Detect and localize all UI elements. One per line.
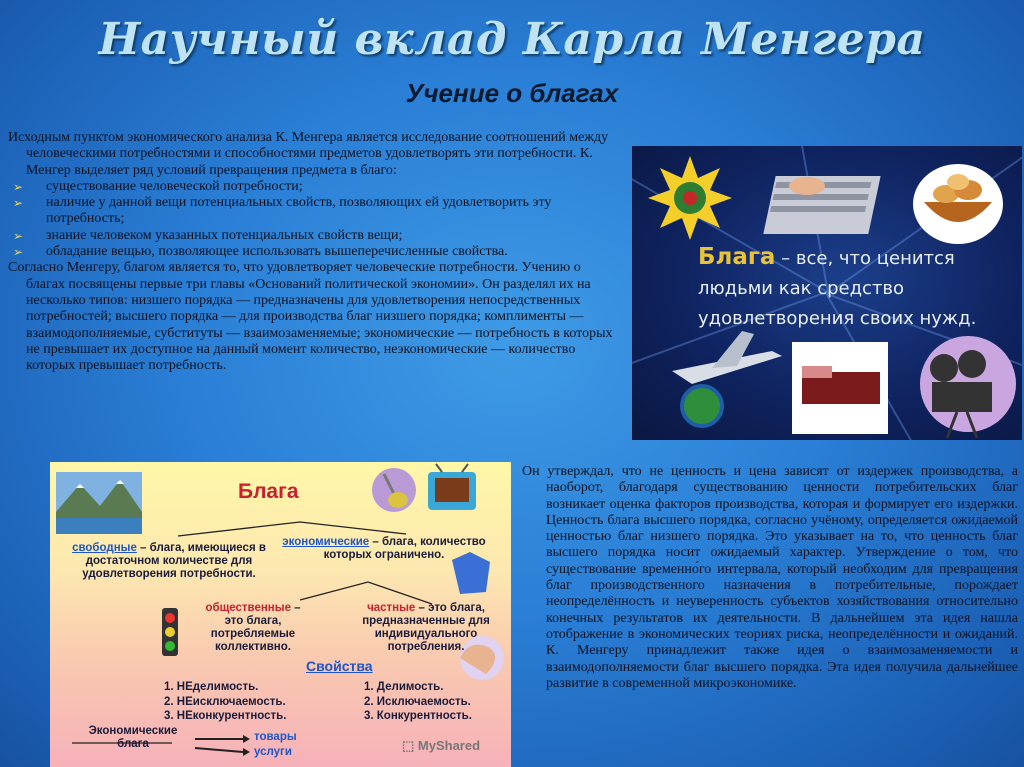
public-goods-def: – это блага, потребляемые коллективно. — [210, 602, 301, 653]
bullet-item — [8, 179, 620, 195]
economic-goods-text — [264, 536, 504, 562]
private-goods-key: частные — [367, 602, 416, 614]
services-label: услуги — [254, 746, 292, 758]
slide-title: Научный вклад Карла Менгера — [98, 14, 926, 65]
tv-set-icon — [428, 464, 476, 510]
bullet-text: знание человеком указанных потенциальных свойств вещи; — [46, 227, 403, 243]
goods-word: Блага — [698, 244, 776, 270]
slide-subtitle: Учение о благах — [405, 78, 619, 108]
private-goods-def: – это блага, предназначенные для индивидуального потребления. — [362, 602, 490, 653]
economic-goods-label: Экономические блага — [88, 725, 178, 750]
public-properties-list — [164, 680, 286, 724]
scheme-title: Блага — [238, 480, 299, 503]
economic-goods-def: – блага, количество которых ограничено. — [323, 536, 486, 561]
goods-definition — [698, 242, 1008, 334]
keyboard-hand-icon — [763, 176, 880, 234]
property-item: 2. Исключаемость. — [364, 695, 471, 708]
private-properties-list — [364, 680, 472, 724]
goods-definition-rest: – все, что ценится людьми как средство удовлетворения своих нужд. — [698, 248, 977, 329]
bullet-item — [8, 244, 620, 260]
public-goods-text — [198, 602, 308, 654]
property-item: 1. Делимость. — [364, 681, 444, 693]
free-goods-def: – блага, имеющиеся в достаточном количестве для удовлетворения потребности. — [82, 542, 266, 580]
public-goods-key: общественные — [205, 602, 291, 614]
bullet-item — [8, 228, 620, 244]
bullet-text: наличие у данной вещи потенциальных свойств, позволяющих ей удовлетворить эту потребность; — [46, 195, 552, 227]
airplane-icon — [672, 331, 782, 426]
myshared-watermark: ⬚ MyShared — [402, 738, 481, 753]
intro-text-block — [8, 130, 620, 374]
intro-paragraph: Согласно Менгеру, благом является то, что удовлетворяет человеческие потребности. Учению о благах посвящены первые три главы «Оснований политической экономии». Он разделял их на несколько типов: низшего порядка — предназначены для удовлетворения непосредственных потребностей; высшего порядка — для производства благ низшего порядка; комплименты — взаимодополняемые, субституты — взаимозаменяемые; экономические — потребность в которых не превышает их доступное на данный момент количество, неэкономические — количество которых превышает потребность. — [8, 260, 613, 374]
mountain-lake-icon — [56, 472, 142, 534]
properties-title: Свойства — [306, 658, 373, 674]
arrow-bullet-icon: ➢ — [13, 245, 24, 260]
right-text-block — [522, 464, 1018, 692]
arrow-bullet-icon: ➢ — [13, 179, 24, 194]
property-item: 3. Конкурентность. — [364, 710, 472, 722]
right-paragraph: Он утверждал, что не ценность и цена зависят от издержек производства, а наоборот, благодаря существованию ценности потребительских благ возникает оценка факторов производства, которая и формирует его издержки. Ценность блага высшего порядка, согласно учёному, определяется ожидаемой ценностью благ низшего порядка. Это указывает на то, что ценность благ высшего порядка носит ожидаемый характер. Утверждение о том, что существование временно́го интервала, который необходим для превращения благ производственного назначения в потребительные, порождает неопределённость и неуверенность субъектов хозяйствования относительно конечных результатов их деятельности. В дальнейшем эта идея нашла отображение в экономических теориях риска, неопределённости и ожиданий. К. Менгеру принадлежит также идея о взаимозаменяемости и взаимодополняемости благ высшего порядка. Эта идея получила дальнейшее развитие в современной микроэкономике. — [522, 464, 1018, 691]
film-camera-icon — [920, 336, 1016, 438]
private-goods-text — [358, 602, 494, 654]
goods-label: товары — [254, 731, 297, 743]
intro-lead: Исходным пунктом экономического анализа К. Менгера является исследование соотношений между человеческими потребностями и способностями предметов удовлетворять эти потребности. К. Менгер выделяет ряд условий превращения предмета в благо: — [8, 130, 609, 178]
property-item: 1. НЕделимость. — [164, 681, 259, 693]
goods-classification-diagram — [50, 462, 511, 767]
bullet-item — [8, 195, 620, 228]
free-goods-text — [66, 542, 272, 581]
bed-icon — [792, 342, 888, 434]
watermark-text: MyShared — [417, 738, 481, 753]
arrow-bullet-icon: ➢ — [13, 228, 24, 243]
goods-illustration — [632, 146, 1022, 440]
vacuum-cleaner-icon — [372, 468, 416, 512]
diagram-arrows — [195, 735, 250, 756]
arrow-bullet-icon: ➢ — [13, 196, 24, 211]
bread-basket-icon — [913, 164, 1003, 244]
bullet-text: существование человеческой потребности; — [46, 178, 303, 194]
bullet-text: обладание вещью, позволяющее использовать вышеперечисленные свойства. — [46, 244, 508, 260]
sun-badge-icon — [648, 156, 732, 240]
free-goods-key: свободные — [72, 542, 137, 554]
property-item: 2. НЕисключаемость. — [164, 695, 286, 708]
property-item: 3. НЕконкурентность. — [164, 710, 287, 722]
economic-goods-key: экономические — [282, 536, 370, 548]
traffic-light-icon — [162, 608, 178, 656]
